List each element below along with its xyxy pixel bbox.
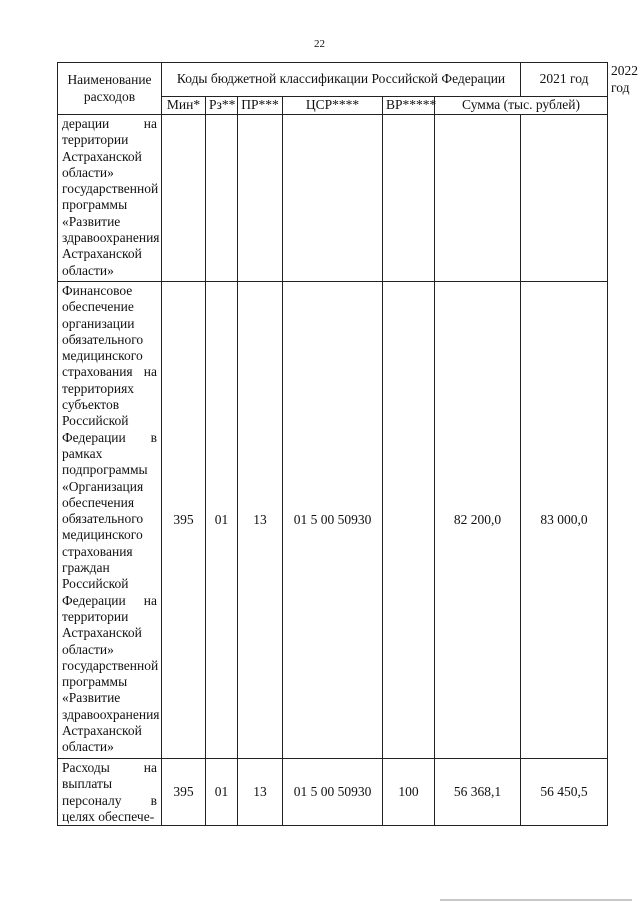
row-2021: 56 368,1	[435, 759, 521, 826]
header-row-1: Наименование расходов Коды бюджетной классификации Российской Федерации 2021 год 2022 год	[58, 63, 608, 97]
row-name: Расходы на выплаты персоналу в целях обеспече-	[58, 759, 162, 826]
row-name: Финансовое обеспечение организации обязательного медицинского страхования на территориях субъектов Российской Федерации в рамках подпрограммы «Организация обеспечения обязательного медицинского страхования граждан Российской Федерации на территории Астраханской области» государственной программы «Развитие здравоохранения Астраханской области»	[58, 282, 162, 759]
header-year-2021: 2021 год	[521, 63, 608, 97]
table-row	[58, 282, 608, 759]
row-vr: 100	[383, 759, 435, 826]
header-pr: ПР***	[238, 97, 283, 115]
header-name: Наименование расходов	[58, 63, 162, 115]
scan-artifact	[440, 899, 632, 901]
row-csr: 01 5 00 50930	[283, 759, 383, 826]
row-csr	[283, 115, 383, 282]
table-row	[58, 759, 608, 826]
header-sum: Сумма (тыс. рублей)	[435, 97, 608, 115]
row-rz: 01	[206, 282, 238, 759]
page-number: 22	[314, 38, 325, 50]
row-2022: 83 000,0	[521, 282, 608, 759]
row-2022: 56 450,5	[521, 759, 608, 826]
row-2022	[521, 115, 608, 282]
row-pr	[238, 115, 283, 282]
table-row	[58, 115, 608, 282]
header-codes: Коды бюджетной классификации Российской Федерации	[162, 63, 521, 97]
row-2021	[435, 115, 521, 282]
budget-table	[57, 62, 639, 826]
header-rz: Рз**	[206, 97, 238, 115]
row-csr: 01 5 00 50930	[283, 282, 383, 759]
row-rz	[206, 115, 238, 282]
row-min: 395	[162, 282, 206, 759]
row-name: дерации на территории Астраханской области» государственной программы «Развитие здравоохранения Астраханской области»	[58, 115, 162, 282]
row-pr: 13	[238, 282, 283, 759]
row-vr	[383, 282, 435, 759]
header-min: Мин*	[162, 97, 206, 115]
row-2021: 82 200,0	[435, 282, 521, 759]
row-rz: 01	[206, 759, 238, 826]
row-min: 395	[162, 759, 206, 826]
header-vr: ВР*****	[383, 97, 435, 115]
row-vr	[383, 115, 435, 282]
row-min	[162, 115, 206, 282]
row-pr: 13	[238, 759, 283, 826]
header-csr: ЦСР****	[283, 97, 383, 115]
